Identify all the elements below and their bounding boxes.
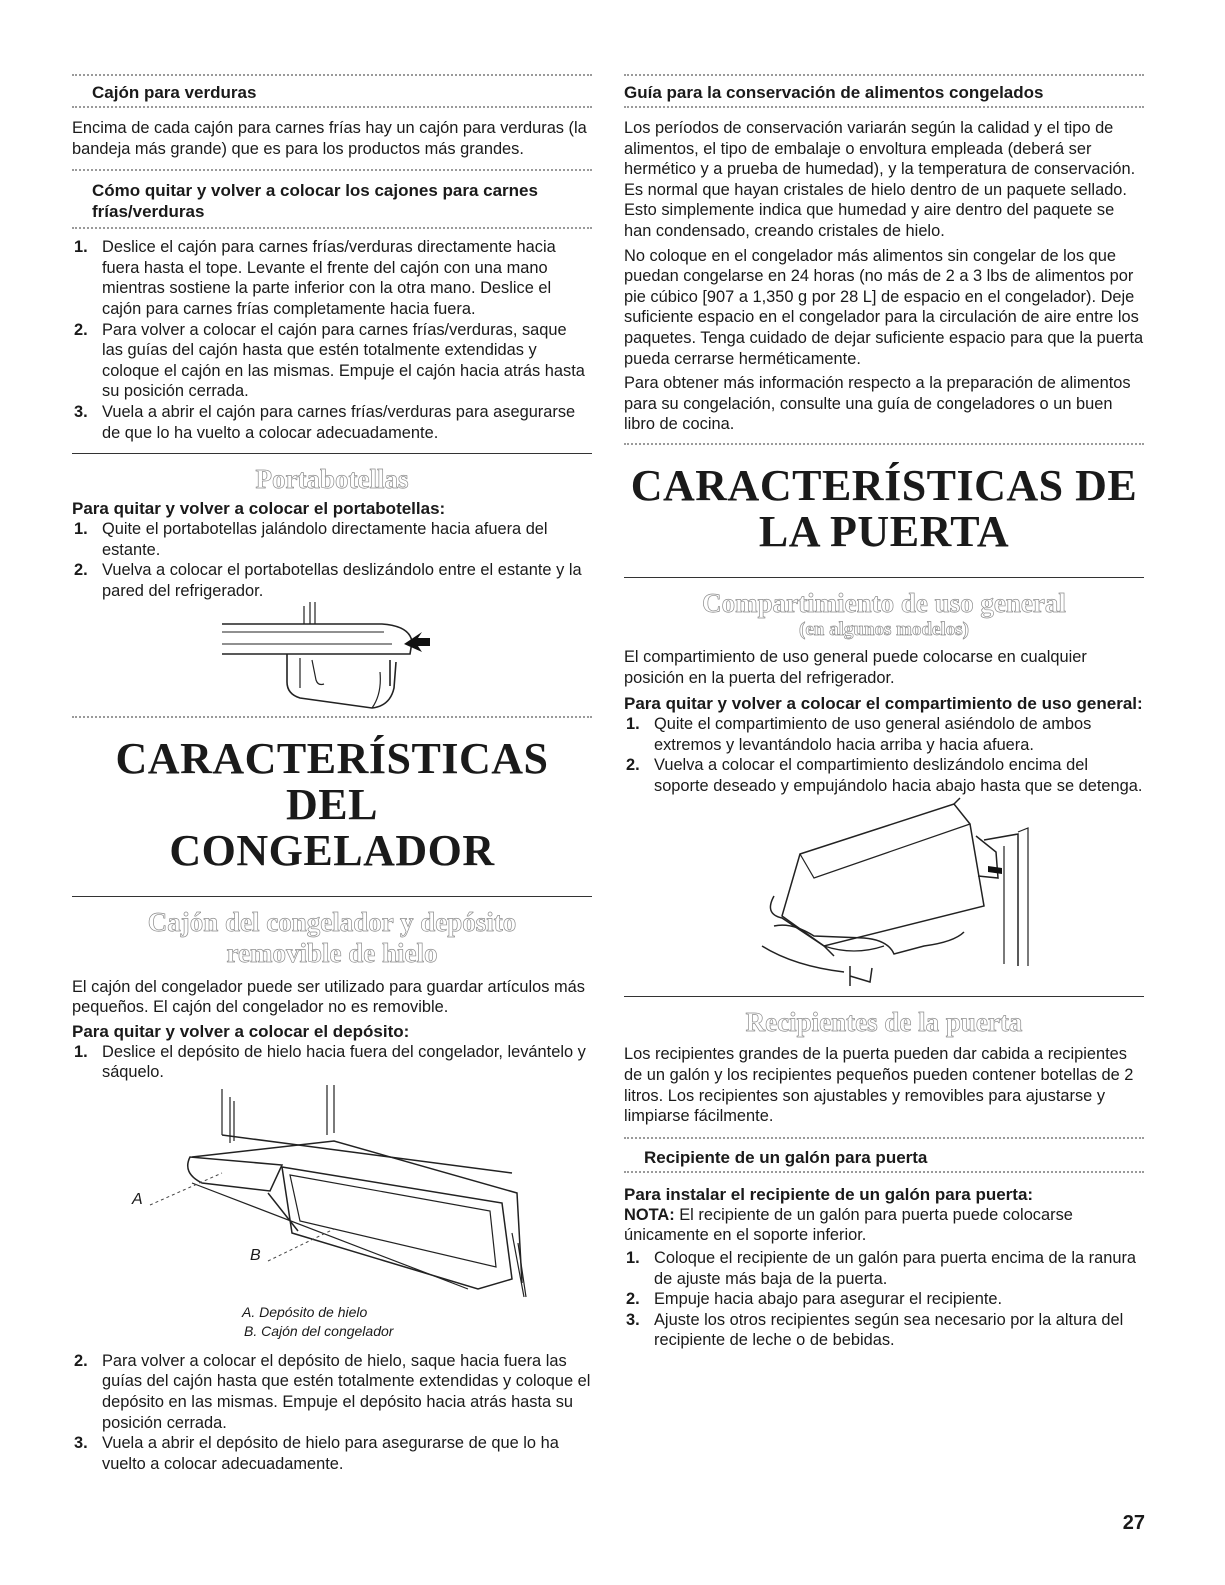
section-rule (72, 896, 592, 897)
freezer-steps-more (72, 1351, 592, 1475)
latch-icon (988, 866, 1002, 874)
caption-a: A. Depósito de hielo (242, 1303, 368, 1320)
gallon-bin-lead: Para instalar el recipiente de un galón para puerta: (624, 1184, 1034, 1204)
crisper-text: Encima de cada cajón para carnes frías hay un cajón para verduras (la bandeja más grande) que es para los productos más grandes. (72, 119, 587, 158)
crisper-heading: Cajón para verduras (92, 83, 257, 102)
divider (72, 106, 592, 108)
frozen-guide-heading: Guía para la conservación de alimentos congelados (624, 83, 1044, 102)
frozen-guide-para1: Los períodos de conservación variarán según la calidad y el tipo de alimentos, el tipo de embalaje o envoltura empleada (deberá ser hermético y a prueba de humedad), y la temperatura de conservación. Es normal que hayan cristales de hielo dentro de un paquete sellado. Esto simplemente indica que humedad y aire dentro del paquete se han condensado, creando cristales de hielo. (624, 119, 1136, 240)
section-rule (624, 996, 1144, 997)
freezer-title-line2: CONGELADOR (169, 825, 495, 875)
list-item: 2. Empuje hacia abajo para asegurar el recipiente. (626, 1290, 1003, 1309)
freezer-subtitle-line2: removible de hielo (226, 937, 438, 968)
right-column (624, 62, 1144, 1351)
section-rule (624, 577, 1144, 578)
list-item: 3. Ajuste los otros recipientes según sea necesario por la altura del recipiente de leche o de bebidas. (626, 1310, 1124, 1350)
bottle-holder-lead: Para quitar y volver a colocar el portabotellas: (72, 499, 446, 519)
gallon-bin-steps (624, 1248, 1144, 1351)
gallon-bin-heading: Recipiente de un galón para puerta (644, 1147, 928, 1167)
figure-label-a: A (132, 1190, 143, 1208)
divider (72, 716, 592, 718)
arrow-icon (404, 632, 430, 652)
door-subtitle: Compartimiento de uso general (702, 587, 1066, 618)
door-title-line1: CARACTERÍSTICAS DE (630, 460, 1138, 510)
list-item: 2. Para volver a colocar el cajón para carnes frías/verduras, saque las guías del cajón hasta que estén totalmente extendidas y coloque el cajón en las mismas. Empuje el cajón hacia atrás hasta su posición cerrada. (74, 320, 585, 401)
figure-label-b: B (250, 1246, 261, 1264)
list-item: 2. Para volver a colocar el depósito de hielo, saque hacia fuera las guías del cajón hasta que estén totalmente extendidas y coloque el depósito en las mismas. Empuje el depósito hacia atrás hasta su posición cerrada. (74, 1351, 591, 1432)
bottle-holder-title: Portabotellas (255, 464, 409, 495)
divider (624, 443, 1144, 445)
list-item: 2. Vuelva a colocar el portabotellas deslizándolo entre el estante y la pared del refrigerador. (74, 561, 582, 600)
list-item: 1. Coloque el recipiente de un galón para puerta encima de la ranura de ajuste más baja de la puerta. (626, 1249, 1137, 1288)
divider (624, 1171, 1144, 1173)
remove-drawers-steps (72, 237, 592, 443)
list-item: 3. Vuela a abrir el cajón para carnes frías/verduras para asegurarse de que lo ha vuelto a colocar adecuadamente. (74, 402, 576, 442)
utility-compartment-illustration (624, 796, 1144, 986)
note-text: El recipiente de un galón para puerta puede colocarse únicamente en el soporte inferior. (624, 1205, 1073, 1245)
caption-b: B. Cajón del congelador (244, 1322, 394, 1339)
note-label: NOTA: (624, 1205, 675, 1224)
list-item: 3. Vuela a abrir el depósito de hielo para asegurarse de que lo ha vuelto a colocar adecuadamente. (74, 1434, 559, 1473)
freezer-subtitle-line1: Cajón del congelador y depósito (147, 906, 517, 937)
frozen-guide-para2: No coloque en el congelador más alimentos sin congelar de los que puedan congelarse en 24 horas (no más de 2 a 3 lbs de alimentos por pie cúbico [907 a 1,350 g por 28 L] de espacio en el congelador). Deje suficiente espacio en el congelador para la circulación de aire entre los paquetes. Tenga cuidado de dejar suficiente espacio para que la puerta pueda cerrarse herméticamente. (624, 246, 1144, 368)
frozen-guide-para3: Para obtener más información respecto a la preparación de alimentos para su congelación, consulte una guía de congeladores o un buen libro de cocina. (624, 374, 1131, 434)
list-item: 1. Quite el compartimiento de uso general asiéndolo de ambos extremos y levantándolo hacia arriba y hacia afuera. (626, 715, 1092, 754)
door-bins-title: Recipientes de la puerta (745, 1007, 1023, 1038)
door-lead: Para quitar y volver a colocar el compartimiento de uso general: (624, 694, 1143, 714)
gallon-bin-note (624, 1205, 1144, 1246)
door-steps (624, 714, 1144, 796)
section-rule (72, 453, 592, 454)
freezer-text: El cajón del congelador puede ser utilizado para guardar artículos más pequeños. El cajón del congelador no es removible. (72, 977, 585, 1017)
freezer-lead: Para quitar y volver a colocar el depósito: (72, 1021, 410, 1041)
ice-bin-illustration (72, 1083, 592, 1301)
figure-caption (72, 1303, 592, 1341)
remove-drawers-heading: Cómo quitar y volver a colocar los cajones para carnes frías/verduras (92, 181, 538, 222)
bottle-holder-illustration (72, 602, 592, 714)
freezer-title-line1: CARACTERÍSTICAS DEL (115, 733, 549, 829)
left-column (72, 62, 592, 1474)
list-item: 2. Vuelva a colocar el compartimiento deslizándolo encima del soporte deseado y empujándolo hacia abajo hasta que se detenga. (626, 756, 1143, 795)
door-subtitle-small: (en algunos modelos) (799, 618, 969, 640)
bottle-holder-steps (72, 519, 592, 601)
list-item: 1. Deslice el cajón para carnes frías/verduras directamente hacia fuera hasta el tope. Levante el frente del cajón con una mano mientras sostiene la parte inferior con la otra mano. Deslice el cajón para carnes frías completamente hacia fuera. (74, 238, 556, 318)
door-bins-text: Los recipientes grandes de la puerta pueden dar cabida a recipientes de un galón y los recipientes pequeños pueden contener botellas de 2 litros. Los recipientes son ajustables y removibles para ajustarse y limpiarse fácilmente. (624, 1045, 1134, 1126)
door-text: El compartimiento de uso general puede colocarse en cualquier posición en la puerta del refrigerador. (624, 647, 1087, 687)
list-item: 1. Deslice el depósito de hielo hacia fuera del congelador, levántelo y sáquelo. (74, 1042, 586, 1082)
divider (624, 106, 1144, 108)
page-number: 27 (1122, 1512, 1145, 1534)
freezer-steps (72, 1042, 592, 1083)
door-title-line2: LA PUERTA (758, 506, 1010, 556)
list-item: 1. Quite el portabotellas jalándolo directamente hacia afuera del estante. (74, 520, 548, 559)
ice-bin-figure (72, 1083, 592, 1301)
divider (72, 227, 592, 229)
